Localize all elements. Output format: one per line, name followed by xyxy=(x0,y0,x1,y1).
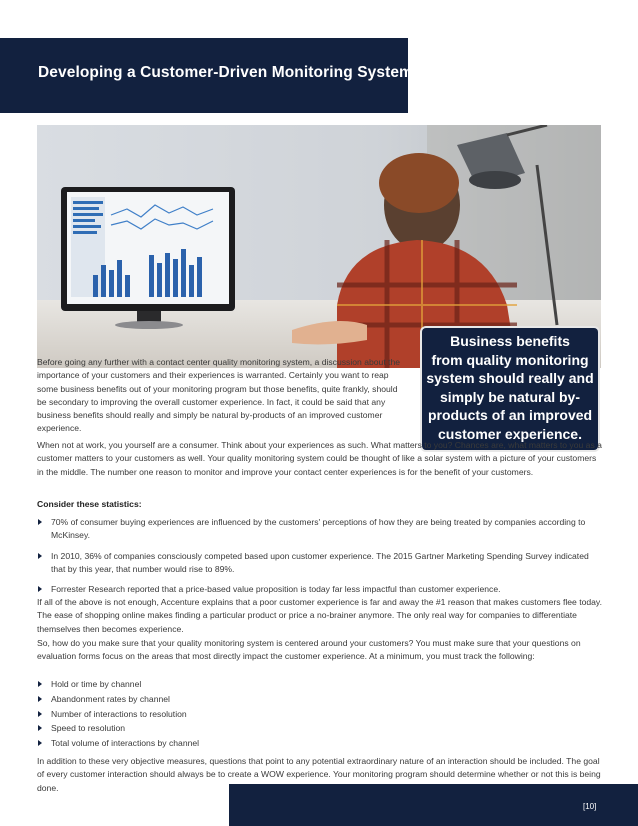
list-item xyxy=(37,737,599,750)
callout-line: system should really and xyxy=(426,370,594,386)
list-item xyxy=(37,693,599,706)
callout-box xyxy=(422,328,598,450)
intro-paragraph xyxy=(37,356,409,436)
bullet-arrow-icon xyxy=(38,681,42,687)
callout-line: Business benefits xyxy=(450,333,570,349)
consumer-text: When not at work, you yourself are a consumer. Think about your experiences as such. What matters to you? Chances are, what matters to you as a customer matters to your customers as well. Your quality monitoring system could be thought of like a solar system with a picture of your customers in the middle. The number one reason to monitor and improve your contact center experiences is for the benefit of your customers. xyxy=(37,440,602,477)
bullet-arrow-icon xyxy=(38,696,42,702)
list-item xyxy=(37,583,599,596)
list-item xyxy=(37,722,599,735)
list-item xyxy=(37,678,599,691)
list-item xyxy=(37,550,599,577)
list-item-text: Abandonment rates by channel xyxy=(51,693,170,704)
accenture-paragraph xyxy=(37,596,602,636)
statistics-list xyxy=(37,516,599,603)
tracking-text: So, how do you make sure that your quality monitoring system is centered around your customers? You must make sure that your questions on evaluation forms focus on the areas that most directly impact the customer experience. At a minimum, you must track the following: xyxy=(37,638,581,662)
list-item-text: Forrester Research reported that a price-based value proposition is today far less impactful than customer experience. xyxy=(51,584,501,595)
list-item xyxy=(37,516,599,543)
callout-line: products of an improved xyxy=(427,407,593,423)
bullet-arrow-icon xyxy=(38,519,42,525)
callout-line: simply be natural by- xyxy=(439,388,581,405)
bullet-arrow-icon xyxy=(38,586,42,592)
footer-band xyxy=(229,784,638,826)
bullet-arrow-icon xyxy=(38,725,42,731)
page-title: Developing a Customer-Driven Monitoring System xyxy=(38,64,413,81)
list-item-text: 70% of consumer buying experiences are influenced by the customers' perceptions of how they are being treated by companies according to McKinsey. xyxy=(51,517,586,541)
list-item-text: Total volume of interactions by channel xyxy=(51,738,200,749)
accenture-text: If all of the above is not enough, Accenture explains that a poor customer experience is far and away the #1 reason that makes customers flee today. The ease of shopping online makes finding a particular product or price a no-brainer anymore. The only real way for companies to differentiate themselves then becomes experience. xyxy=(37,597,602,634)
bullet-arrow-icon xyxy=(38,740,42,746)
bullet-arrow-icon xyxy=(38,711,42,717)
closing-text: In addition to these very objective measures, questions that point to any potential extraordinary nature of an interaction should be included. The goal of every customer interaction should always be to create a WOW experience. Your monitoring program should determine whether or not this is being done. xyxy=(37,756,601,793)
intro-text: Before going any further with a contact center quality monitoring system, a discussion about the importance of your customers and their experiences is warranted. Certainly you want to reap some business benefits out of your monitoring program but those benefits, quite frankly, should be secondary to improving the overall customer experience. In fact, it could be said that any business benefits should really and simply be natural by-products of an improved customer experience. xyxy=(37,357,401,434)
consumer-paragraph xyxy=(37,439,602,479)
statistics-heading: Consider these statistics: xyxy=(37,499,142,509)
list-item-text: In 2010, 36% of companies consciously competed based upon customer experience. The 2015 Gartner Marketing Spending Survey indicated that by this year, that number would rise to 89%. xyxy=(51,550,589,574)
page-number: [10] xyxy=(583,802,597,811)
list-item-text: Number of interactions to resolution xyxy=(51,708,187,719)
list-item-text: Speed to resolution xyxy=(51,723,126,734)
tracking-paragraph xyxy=(37,637,602,664)
callout-line: customer experience. xyxy=(438,425,582,442)
list-item xyxy=(37,708,599,721)
callout-line: from quality monitoring xyxy=(431,351,589,368)
tracking-list xyxy=(37,678,599,752)
list-item-text: Hold or time by channel xyxy=(51,679,142,689)
bullet-arrow-icon xyxy=(38,553,42,559)
